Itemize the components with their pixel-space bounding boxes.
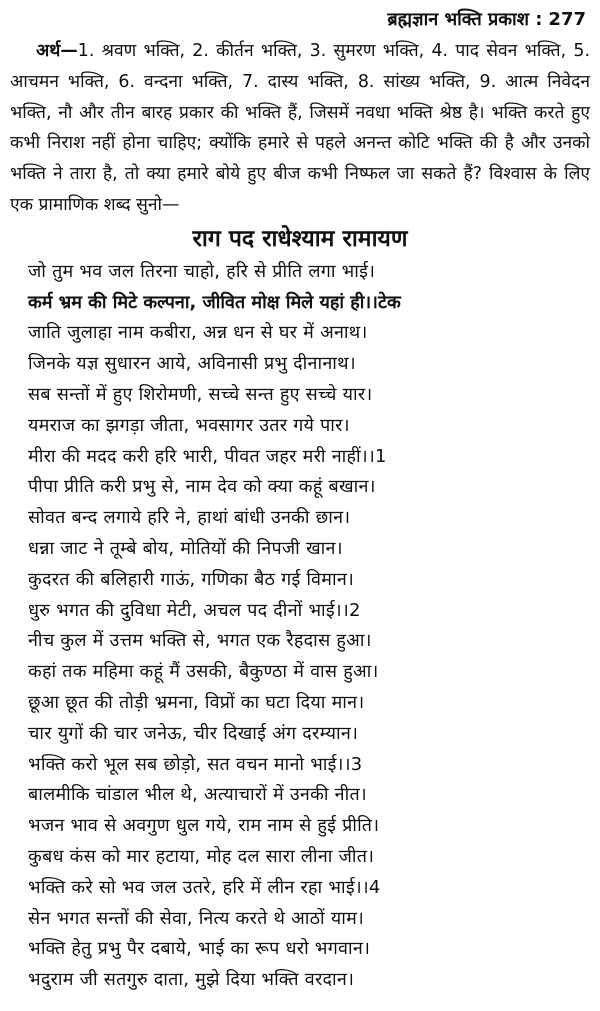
verse-line: पीपा प्रीति करी प्रभु से, नाम देव को क्या कहूं बखान। <box>28 476 376 498</box>
verse-line: सेन भगत सन्तों की सेवा, नित्य करते थे आठों याम। <box>28 907 365 929</box>
verse-line: जिनके यज्ञ सुधारन आये, अविनासी प्रभु दीनानाथ। <box>28 353 356 375</box>
verse-line: भदुराम जी सतगुरु दाता, मुझे दिया भक्ति वरदान। <box>28 969 355 991</box>
verse-line: बालमीकि चांडाल भील थे, अत्याचारों में उनकी नीत। <box>28 784 367 806</box>
verse-line: मीरा की मदद करी हरि भारी, पीवत जहर मरी नाहीं।।1 <box>28 445 387 467</box>
verse-line: कुबध कंस को मार हटाया, मोह दल सारा लीना जीत। <box>28 845 375 867</box>
explanation-paragraph <box>8 36 592 221</box>
running-header <box>8 6 592 34</box>
verse-line: भक्ति करो भूल सब छोड़ो, सत वचन मानो भाई।।3 <box>28 753 363 775</box>
verse-line-refrain: कर्म भ्रम की मिटे कल्पना, जीवित मोक्ष मिले यहां ही।।टेक <box>28 291 401 313</box>
verse-line: भक्ति करे सो भव जल उतरे, हरि में लीन रहा भाई।।4 <box>28 876 381 898</box>
verse-line: कुदरत की बलिहारी गाऊं, गणिका बैठ गई विमान। <box>28 568 355 590</box>
verse-line: धुरु भगत की दुविधा मेटी, अचल पद दीनों भाई।।2 <box>28 599 361 621</box>
verse-line: यमराज का झगड़ा जीता, भवसागर उतर गये पार। <box>28 414 350 436</box>
verse-list <box>8 257 592 996</box>
song-title: राग पद राधेश्याम रामायण <box>192 225 408 252</box>
verse-line: चार युगों की चार जनेऊ, चीर दिखाई अंग दरम्यान। <box>28 722 359 744</box>
running-title: ब्रह्मज्ञान भक्ति प्रकाश : <box>387 9 543 30</box>
verse-line: सब सन्तों में हुए शिरोमणी, सच्चे सन्त हुए सच्चे यार। <box>28 383 373 405</box>
verse-line: सोवत बन्द लगाये हरि ने, हाथां बांधी उनकी छान। <box>28 507 351 529</box>
verse-line: जो तुम भव जल तिरना चाहो, हरि से प्रीति लगा भाई। <box>28 260 376 282</box>
verse-line: नीच कुल में उत्तम भक्ति से, भगत एक रैहदास हुआ। <box>28 630 372 652</box>
page-number: 277 <box>548 9 586 30</box>
verse-line: जाति जुलाहा नाम कबीरा, अन्न धन से घर में अनाथ। <box>28 322 368 344</box>
verse-line: भजन भाव से अवगुण धुल गये, राम नाम से हुई प्रीति। <box>28 815 380 837</box>
verse-line: कहां तक महिमा कहूं मैं उसकी, बैकुण्ठा में वास हुआ। <box>28 661 379 683</box>
verse-line: भक्ति हेतु प्रभु पैर दबाये, भाई का रूप धरो भगवान। <box>28 938 371 960</box>
verse-line: छूआ छूत की तोड़ी भ्रमना, विप्रों का घटा दिया मान। <box>28 691 365 713</box>
meaning-label: अर्थ— <box>36 41 78 61</box>
meaning-text: 1. श्रवण भक्ति, 2. कीर्तन भक्ति, 3. सुमरण भक्ति, 4. पाद सेवन भक्ति, 5. आचमन भक्ति, 6. वन्दना भक्ति, 7. दास्य भक्ति, 8. सांख्य भक्ति, 9. आत्म निवेदन भक्ति, नौ और तीन बारह प्रकार की भक्ति हैं, जिसमें नवधा भक्ति श्रेष्ठ है। भक्ति करते हुए कभी निराश नहीं होना चाहिए; क्योंकि हमारे से पहले अनन्त कोटि भक्ति की है और उनको भक्ति ने तारा है, तो क्या हमारे बोये हुए बीज कभी निष्फल जा सकते हैं? विश्वास के लिए एक प्रामाणिक शब्द सुनो— <box>10 41 590 215</box>
verse-line: धन्ना जाट ने तूम्बे बोय, मोतियों की निपजी खान। <box>28 537 343 559</box>
